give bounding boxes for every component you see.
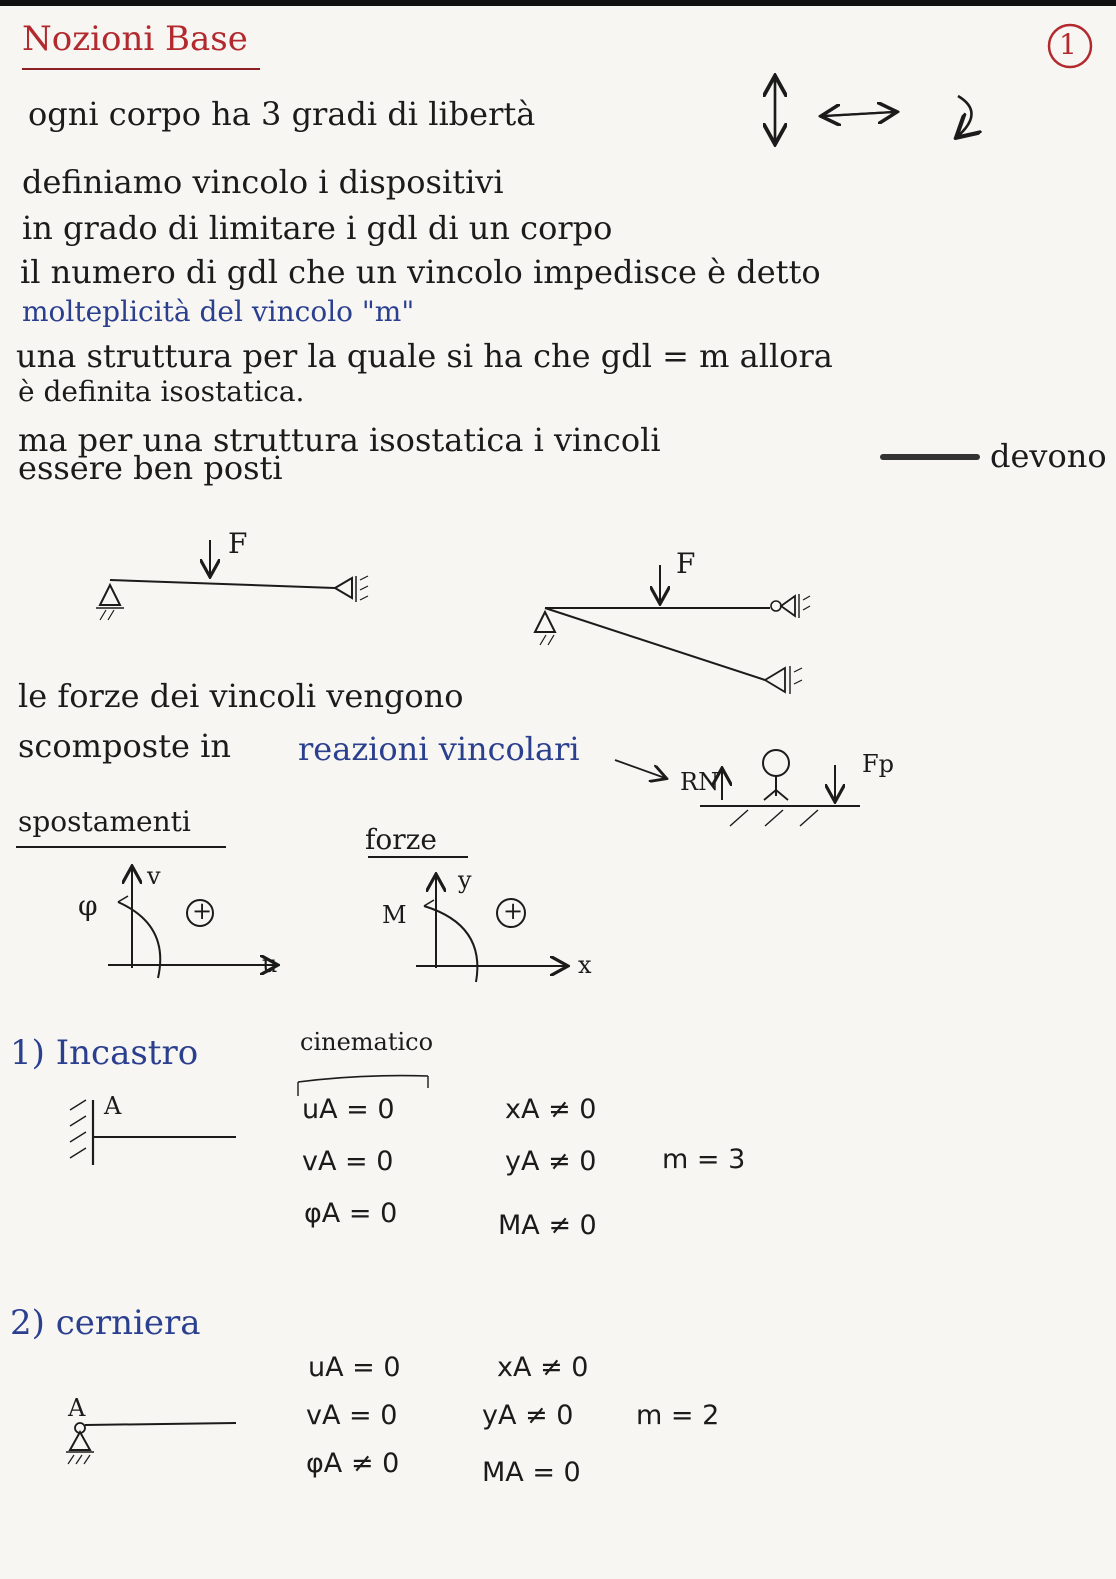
line-ben-posti-a: ma per una struttura isostatica i vincoli	[18, 421, 661, 459]
reaction-line-2a: scomposte in	[18, 727, 231, 765]
line-struttura-gdl-m: una struttura per la quale si ha che gdl = m allora	[16, 337, 833, 375]
line-isostatica: è definita isostatica.	[18, 375, 305, 408]
fp-label: Fp	[862, 750, 895, 778]
cerniera-m: m = 2	[636, 1400, 720, 1431]
line-definiamo-vincolo: definiamo vincolo i dispositivi	[22, 163, 504, 201]
incastro-m: m = 3	[662, 1144, 746, 1175]
dof-rotation-arrow-icon	[958, 96, 972, 136]
cerniera-eq-xA: xA ≠ 0	[497, 1352, 589, 1383]
dof-horizontal-arrow-icon	[823, 112, 895, 116]
phi-label: φ	[78, 889, 98, 922]
incastro-eq-uA: uA = 0	[302, 1094, 395, 1125]
v-label: v	[147, 862, 161, 890]
incastro-eq-xA: xA ≠ 0	[505, 1094, 597, 1125]
reaction-line-1: le forze dei vincoli vengono	[18, 677, 464, 715]
cerniera-eq-phiA: φA ≠ 0	[306, 1448, 400, 1479]
forze-underline	[368, 856, 468, 858]
M-label: M	[382, 901, 407, 929]
incastro-eq-MA: MA ≠ 0	[498, 1210, 597, 1241]
cerniera-eq-vA: vA = 0	[306, 1400, 398, 1431]
line-essere-ben-posti: essere ben posti	[18, 449, 283, 487]
incastro-label-A: A	[104, 1092, 122, 1120]
incastro-eq-yA: yA ≠ 0	[505, 1146, 597, 1177]
rn-label: RN	[680, 768, 720, 796]
incastro-title: 1) Incastro	[10, 1033, 199, 1073]
cerniera-eq-MA: MA = 0	[482, 1457, 581, 1488]
force-label-1: F	[228, 527, 248, 560]
line-devono: devono	[990, 437, 1107, 475]
line-molteplicita: molteplicità del vincolo "m"	[22, 295, 415, 328]
line-gradi-liberta: ogni corpo ha 3 gradi di libertà	[28, 95, 536, 133]
cinematico-label: cinematico	[300, 1028, 434, 1056]
cerniera-label-A: A	[68, 1394, 86, 1422]
cerniera-title: 2) cerniera	[10, 1303, 201, 1343]
plus-label-1: +	[192, 897, 213, 925]
x-label: x	[578, 951, 592, 979]
page-title: Nozioni Base	[22, 19, 248, 59]
spostamenti-title: spostamenti	[18, 805, 191, 838]
spostamenti-underline	[16, 846, 226, 848]
reaction-line-2b: reazioni vincolari	[298, 730, 580, 768]
forze-title: forze	[365, 823, 437, 856]
forze-axes	[416, 876, 566, 982]
incastro-eq-phiA: φA = 0	[304, 1198, 398, 1229]
reaction-example-drawing	[615, 750, 860, 826]
cerniera-eq-uA: uA = 0	[308, 1352, 401, 1383]
page-number: 1	[1059, 28, 1077, 61]
beam-diagram-2	[535, 565, 810, 694]
cerniera-drawing	[66, 1423, 236, 1464]
incastro-eq-vA: vA = 0	[302, 1146, 394, 1177]
plus-label-2: +	[503, 897, 524, 925]
u-label: u	[262, 950, 278, 978]
cerniera-eq-yA: yA ≠ 0	[482, 1400, 574, 1431]
line-numero-gdl: il numero di gdl che un vincolo impedisce è detto	[20, 253, 821, 291]
force-label-2: F	[676, 547, 696, 580]
line-in-grado: in grado di limitare i gdl di un corpo	[22, 209, 613, 247]
y-label: y	[458, 866, 472, 894]
